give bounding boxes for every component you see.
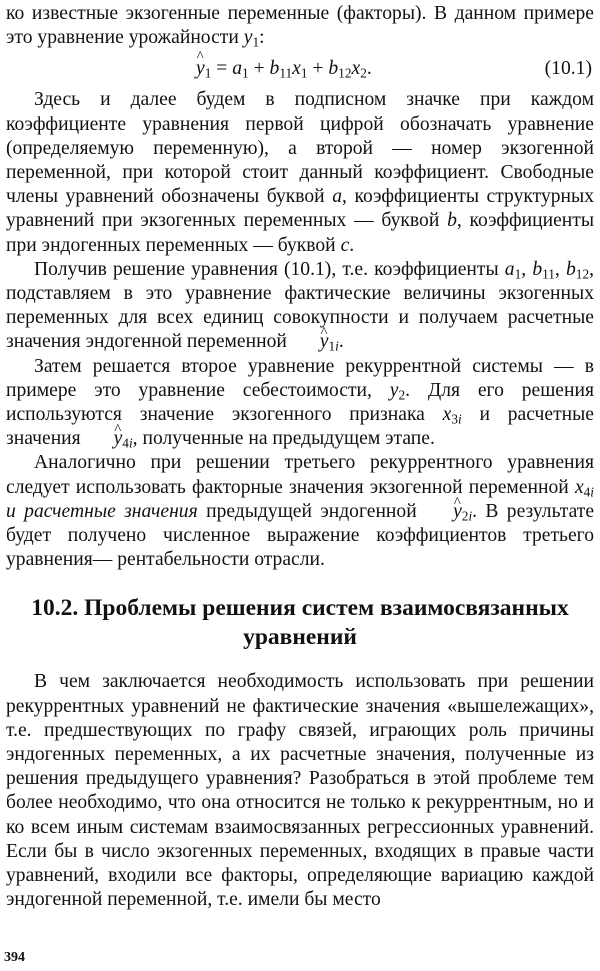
paragraph-5: Аналогично при решении третьего рекуррентного уравнения следует использовать факторные значения экзогенной переменной $x_{4i}$ и расчетные значения предыдущей эндогенной ^ $y_{2i}$. В результате будет получено численное выражение коэффициентов третьего уравнения— рентабельности отрасли. — [6, 451, 594, 572]
page-number: 394 — [4, 950, 25, 965]
paragraph-3: Получив решение уравнения (10.1), т.е. коэффициенты $a_1$, $b_{11}$, $b_{12}$, подставляем в это уравнение фактические величины экзогенных переменных для всех единиц совокупности и получаем расчетные значения эндогенной переменной ^ $y_{1i}$. — [6, 258, 594, 355]
paragraph-1: ко известные экзогенные переменные (факторы). В данном примере это уравнение урожайности $y_1$: — [6, 3, 594, 50]
paragraph-6: В чем заключается необходимость использовать при решении рекуррентных уравнений не фактические значения «вышележащих», т.е. предшествующих по графу связей, играющих роль причины эндогенных переменных, а их расчетные значения, полученные из решения предыдущего уравнения? Разобраться в этой проблеме тем более необходимо, что она относится не только к рекуррентным, но и ко всем иным системам взаимосвязанных регрессионных уравнений. Если бы в число экзогенных переменных, входящих в правые части уравнений, входили все факторы, определяющие вариацию каждой эндогенной переменной, т.е. имели бы место — [6, 671, 594, 911]
section-heading: 10.2. Проблемы решения систем взаимосвязанных уравнений — [31, 595, 569, 651]
equation-expression: ^ $y_1 = a_1 + b_{11}x_1 + b_{12}x_2$. — [196, 58, 372, 80]
page-body — [6, 2, 594, 913]
paragraph-2: Здесь и далее будем в подписном значке при каждом коэффициенте уравнения первой цифрой обозначать уравнение (определяемую переменную), а второй — номер экзогенной переменной, при которой стоит данный коэффициент. Свободные члены уравнений обозначены буквой a, коэффициенты структурных уравнений при экзогенных переменных — буквой b, коэффициенты при эндогенных переменных — буквой c. — [6, 89, 595, 256]
paragraph-4: Затем решается второе уравнение рекуррентной системы — в примере это уравнение себестоимости, $y_2$. Для его решения используются значение экзогенного признака $x_{3i}$ и расчетные значения ^ $y_{4i}$, полученные на предыдущем этапе. — [6, 355, 594, 452]
equation-10-1 — [6, 50, 594, 88]
equation-number: (10.1) — [544, 58, 592, 80]
